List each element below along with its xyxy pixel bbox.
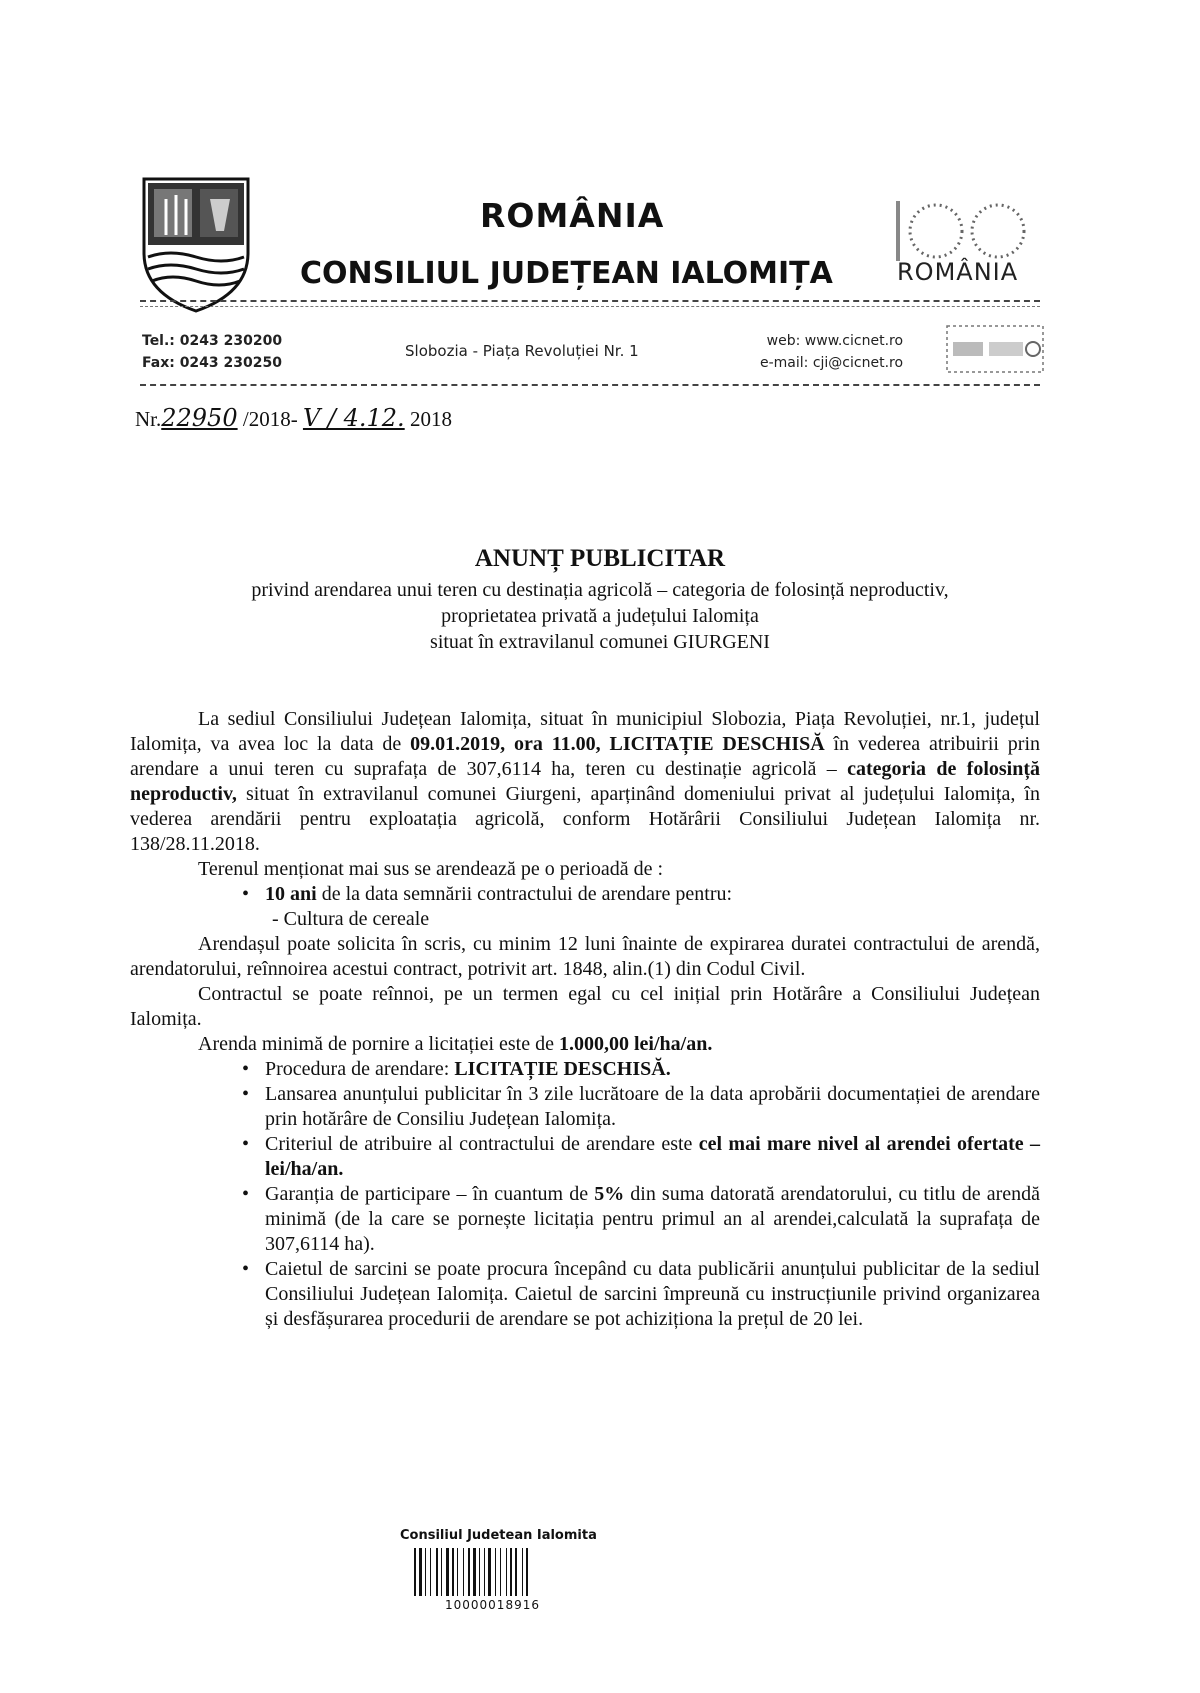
barcode-number: 10000018916 [445, 1598, 540, 1612]
land-category: categoria de folosință neproductiv, [130, 758, 1040, 805]
text: în vederea atribuirii prin arendare a unui teren cu suprafața de 307,6114 ha, teren cu destinație agricolă – [130, 733, 1041, 780]
paragraph-renewal-request: Arendașul poate solicita în scris, cu minim 12 luni înainte de expirarea duratei contractului de arendă, arendatorului, reînnoirea acestui contract, potrivit art. 1848, alin.(1) din Codul Civil. [130, 933, 1040, 980]
fax-number: Fax: 0243 230250 [142, 355, 282, 371]
registration-hand-number: 22950 [161, 404, 238, 432]
list-item [130, 1082, 1040, 1132]
header-rule-top [140, 300, 1040, 302]
period-list [130, 882, 1040, 907]
phone-number: Tel.: 0243 230200 [142, 333, 283, 349]
text: Arenda minimă de pornire a licitației este de [198, 1033, 559, 1055]
header-rule-bottom [140, 384, 1040, 386]
text: Garanția de participare – în cuantum de [265, 1183, 595, 1205]
culture-line: - Cultura de cereale [272, 908, 430, 930]
document-title: ANUNȚ PUBLICITAR [474, 545, 726, 572]
header-rule-top-2 [140, 306, 1040, 307]
guarantee-percent: 5% [594, 1183, 625, 1205]
text: La sediul Consiliului Județean Ialomița, situat în municipiul Slobozia, Piața Revoluției, nr.1, județul Ialomița, va avea loc la data de [130, 708, 1040, 755]
text: de la data semnării contractului de arendare pentru: [316, 883, 733, 905]
phone-fax-block [142, 330, 282, 374]
text: Procedura de arendare: [265, 1058, 455, 1080]
list-item [130, 1057, 1040, 1082]
text: Criteriul de atribuire al contractului de arendare este [265, 1133, 699, 1155]
paragraph-period: Terenul menționat mai sus se arendează pe o perioadă de : [198, 858, 664, 880]
text: Lansarea anunțului publicitar în 3 zile lucrătoare de la data aprobării documentației de arendare prin hotărâre de Consiliu Județean Ialomița. [265, 1083, 1040, 1130]
list-item [130, 882, 1040, 907]
subtitle-line: proprietatea privată a județului Ialomița [441, 605, 759, 627]
centenary-logo-text: ROMÂNIA [897, 258, 1019, 286]
email: e-mail: cji@cicnet.ro [760, 355, 904, 371]
award-criterion: cel mai mare nivel al arendei ofertate – lei/ha/an. [265, 1133, 1040, 1180]
text: situat în extravilanul comunei Giurgeni, aparținând domeniului privat al județului Ialomița, în vederea arendării pentru exploatația agricolă, conform Hotărârii Consiliului Județean Ialomița nr. 138/28.11.2018. [130, 783, 1040, 855]
paragraph-minimum-rent [130, 1032, 1040, 1057]
bullet-icon: • [242, 1183, 250, 1205]
auction-date: 09.01.2019, ora 11.00, LICITAȚIE DESCHISĂ [410, 733, 825, 755]
procedure-type: LICITAȚIE DESCHISĂ. [454, 1058, 671, 1080]
website: web: www.cicnet.ro [766, 333, 904, 349]
registration-year-part: /2018- [242, 407, 298, 431]
document-subtitle [0, 577, 1200, 655]
certification-logo-icon [945, 318, 1045, 380]
conditions-list [130, 1057, 1040, 1332]
paragraph-renewal: Contractul se poate reînnoi, pe un termen egal cu cel inițial prin Hotărâre a Consiliului Județean Ialomița. [130, 983, 1040, 1030]
period-duration: 10 ani [265, 883, 317, 905]
registration-prefix: Nr. [135, 407, 162, 431]
registration-hand-date: V / 4.12. [302, 404, 405, 432]
bullet-icon: • [242, 1258, 250, 1280]
bullet-icon: • [242, 1083, 250, 1105]
subtitle-line: privind arendarea unui teren cu destinația agricolă – categoria de folosință neproductiv, [251, 579, 949, 601]
minimum-rent: 1.000,00 lei/ha/an. [558, 1033, 713, 1055]
county-coat-of-arms [140, 175, 252, 315]
stamp-institution-name: Consiliul Judetean Ialomita [400, 1528, 597, 1543]
subtitle-line: situat în extravilanul comunei GIURGENI [430, 631, 770, 653]
barcode-icon [412, 1548, 572, 1596]
list-item [130, 1182, 1040, 1257]
web-email-block [760, 330, 903, 374]
bullet-icon: • [242, 1133, 250, 1155]
text: Caietul de sarcini se poate procura începând cu data publicării anunțului publicitar de la sediul Consiliului Județean Ialomița. Caietul de sarcini împreună cu instrucțiunile privind organizarea și desfășurarea procedurii de arendare se pot achiziționa la prețul de 20 lei. [265, 1258, 1040, 1330]
document-body [130, 707, 1040, 1332]
council-heading: CONSILIUL JUDEȚEAN IALOMIȚA [300, 256, 833, 291]
paragraph-auction-notice [130, 707, 1040, 857]
address: Slobozia - Piața Revoluției Nr. 1 [405, 342, 639, 360]
text: din suma datorată arendatorului, cu titlu de arendă minimă (de la care se pornește licitația pentru primul an al arendei,calculată la suprafața de 307,6114 ha). [265, 1183, 1040, 1255]
country-heading: ROMÂNIA [480, 196, 665, 235]
bullet-icon: • [242, 1058, 250, 1080]
bullet-icon: • [242, 883, 250, 905]
registration-number [135, 404, 452, 432]
list-item [130, 1132, 1040, 1182]
registration-year: 2018 [409, 407, 452, 431]
list-item [130, 1257, 1040, 1332]
